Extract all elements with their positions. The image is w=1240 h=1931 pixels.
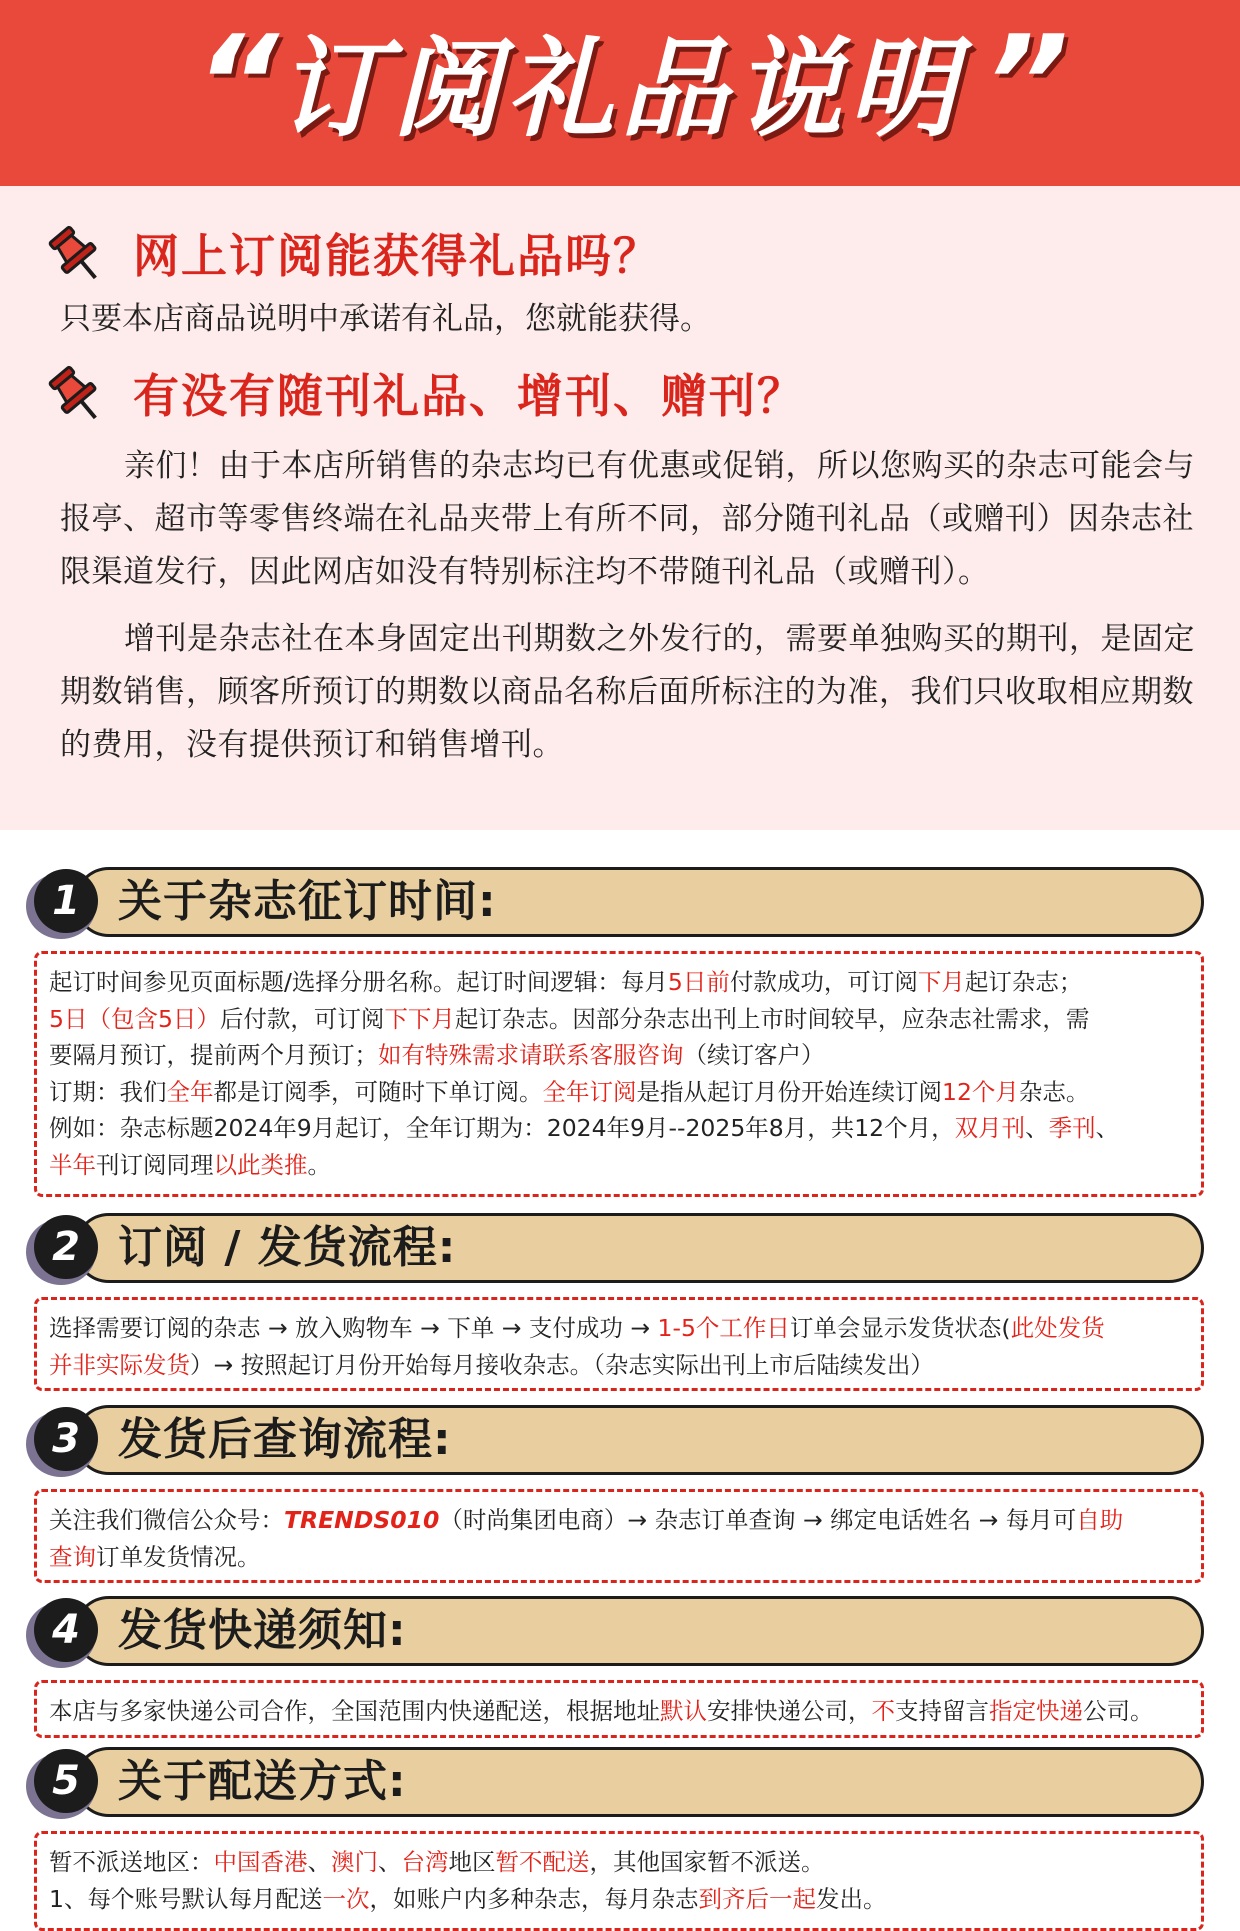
section-title: 关于杂志征订时间:	[118, 876, 497, 927]
highlight-text: 自助	[1076, 1506, 1124, 1534]
section-text-line	[49, 1147, 1191, 1184]
body-text: 订单会显示发货状态(	[789, 1314, 1011, 1342]
highlight-text: 全年	[166, 1077, 214, 1106]
body-text: 、	[378, 1848, 402, 1876]
close-quote-mark: ”	[985, 7, 1069, 159]
highlight-text: 一次	[322, 1884, 370, 1913]
highlight-text: 5日前	[667, 968, 730, 996]
body-text: 、	[1025, 1114, 1049, 1142]
body-text: 发出。	[815, 1884, 887, 1913]
pushpin-icon	[40, 220, 108, 288]
highlight-text: 1-5个工作日	[657, 1314, 790, 1342]
body-text: 杂志。	[1018, 1077, 1090, 1106]
section-text-line	[49, 1539, 1191, 1576]
faq-answer-gifts: 只要本店商品说明中承诺有礼品，您就能获得。	[60, 301, 711, 337]
section-box-delivery	[34, 1831, 1204, 1931]
section-text-line	[49, 1693, 1191, 1730]
section-text-line	[49, 1502, 1191, 1539]
pushpin-icon	[40, 360, 108, 428]
highlight-text: 以此类推	[213, 1150, 308, 1179]
faq-paragraph-gifts-policy: 亲们！由于本店所销售的杂志均已有优惠或促销，所以您购买的杂志可能会与报亭、超市等零售终端在礼品夹带上有所不同，部分随刊礼品（或赠刊）因杂志社限渠道发行，因此网店如没有特别标注均不带随刊礼品（或赠刊）。	[60, 448, 1195, 590]
highlight-text: 查询	[49, 1542, 96, 1571]
body-text: 是指从起订月份开始连续订阅	[636, 1077, 942, 1106]
body-text: 、	[1095, 1114, 1120, 1142]
highlight-text: 中国香港	[213, 1848, 308, 1876]
section-text-line	[49, 1074, 1191, 1111]
section-header-order-flow	[26, 1213, 1206, 1287]
highlight-text: 澳门	[331, 1848, 378, 1876]
section-text-line	[49, 1001, 1191, 1038]
body-text: 起订时间参见页面标题/选择分册名称。起订时间逻辑：每月	[49, 968, 668, 996]
highlight-text: 暂不配送	[495, 1848, 590, 1876]
body-text: 公司。	[1083, 1697, 1154, 1725]
highlight-text: TRENDS010	[284, 1506, 440, 1534]
body-text: 订期：我们	[49, 1077, 167, 1106]
highlight-text: 指定快递	[989, 1697, 1083, 1725]
section-title: 关于配送方式:	[118, 1756, 407, 1807]
body-text: 安排快递公司，	[707, 1697, 872, 1725]
highlight-text: 此处发货	[1010, 1314, 1105, 1342]
body-text: 。	[307, 1150, 331, 1179]
section-number-badge: 1	[34, 869, 98, 933]
body-text: 1、每个账号默认每月配送	[49, 1884, 323, 1913]
body-text: （时尚集团电商）→ 杂志订单查询 → 绑定电话姓名 → 每月可	[439, 1506, 1077, 1534]
body-text: 关注我们微信公众号：	[49, 1506, 284, 1534]
body-text: 要隔月预订，提前两个月预订；	[49, 1041, 378, 1069]
section-box-tracking	[34, 1489, 1204, 1583]
section-text-line	[49, 1881, 1191, 1918]
highlight-text: 季刊	[1048, 1114, 1096, 1142]
section-title: 订阅 / 发货流程:	[118, 1222, 457, 1273]
body-text: 刊订阅同理	[96, 1150, 214, 1179]
section-title: 发货后查询流程:	[118, 1414, 452, 1465]
section-text-line	[49, 964, 1191, 1001]
highlight-text: 并非实际发货	[49, 1350, 190, 1379]
body-text: 地区	[448, 1848, 496, 1876]
body-text: 本店与多家快递公司合作，全国范围内快递配送，根据地址	[49, 1697, 660, 1725]
body-text: 选择需要订阅的杂志 → 放入购物车 → 下单 → 支付成功 →	[49, 1314, 658, 1342]
body-text: ）→ 按照起订月份开始每月接收杂志。（杂志实际出刊上市后陆续发出）	[190, 1350, 934, 1379]
section-number-badge: 5	[34, 1749, 98, 1813]
body-text: 后付款，可订阅	[219, 1004, 385, 1033]
highlight-text: 12个月	[942, 1077, 1019, 1106]
body-text: 付款成功，可订阅	[729, 968, 918, 996]
section-box-courier	[34, 1680, 1204, 1738]
section-header-courier	[26, 1596, 1206, 1670]
section-number-badge: 4	[34, 1598, 98, 1662]
highlight-text: 到齐后一起	[698, 1884, 816, 1913]
body-text: ，如账户内多种杂志，每月杂志	[369, 1884, 699, 1913]
section-header-subscription-time	[26, 867, 1206, 941]
body-text: 起订杂志；	[964, 968, 1083, 996]
highlight-text: 不	[871, 1697, 895, 1725]
highlight-text: 如有特殊需求请联系客服咨询	[378, 1041, 684, 1069]
section-text-line	[49, 1347, 1191, 1384]
section-text-line	[49, 1310, 1191, 1347]
section-header-delivery	[26, 1747, 1206, 1821]
open-quote-mark: “	[195, 7, 279, 159]
section-box-order-flow	[34, 1297, 1204, 1391]
section-text-line	[49, 1037, 1191, 1074]
highlight-text: 台湾	[401, 1848, 449, 1876]
section-header-tracking	[26, 1405, 1206, 1479]
highlight-text: 5日（包含5日）	[49, 1004, 220, 1033]
body-text: 、	[307, 1848, 331, 1876]
section-number-badge: 3	[34, 1407, 98, 1471]
highlight-text: 半年	[49, 1150, 96, 1179]
section-title: 发货快递须知:	[118, 1605, 407, 1656]
page-title: 订阅礼品说明	[277, 27, 962, 152]
body-text: （续订客户）	[683, 1041, 825, 1069]
body-text: ，其他国家暂不派送。	[589, 1848, 825, 1876]
body-text: 例如：杂志标题2024年9月起订，全年订期为：2024年9月--2025年8月，共12个月，	[49, 1114, 955, 1142]
faq-heading-gifts: 网上订阅能获得礼品吗？	[133, 229, 661, 283]
title-banner	[0, 0, 1240, 186]
section-text-line	[49, 1110, 1191, 1147]
section-number-badge: 2	[34, 1215, 98, 1279]
highlight-text: 下月	[917, 968, 965, 996]
highlight-text: 全年订阅	[542, 1077, 637, 1106]
body-text: 起订杂志。因部分杂志出刊上市时间较早，应杂志社需求，需	[454, 1004, 1090, 1033]
body-text: 都是订阅季，可随时下单订阅。	[213, 1077, 543, 1106]
faq-paragraph-supplements: 增刊是杂志社在本身固定出刊期数之外发行的，需要单独购买的期刊，是固定期数销售，顾客所预订的期数以商品名称后面所标注的为准，我们只收取相应期数的费用，没有提供预订和销售增刊。	[60, 621, 1195, 763]
section-box-subscription-time	[34, 951, 1204, 1197]
section-text-line	[49, 1844, 1191, 1881]
body-text: 暂不派送地区：	[49, 1848, 214, 1876]
body-text: 订单发货情况。	[96, 1542, 261, 1571]
faq-heading-supplements: 有没有随刊礼品、增刊、赠刊？	[133, 369, 805, 423]
highlight-text: 下下月	[384, 1004, 455, 1033]
body-text: 支持留言	[895, 1697, 989, 1725]
highlight-text: 双月刊	[954, 1114, 1026, 1142]
highlight-text: 默认	[660, 1697, 707, 1725]
